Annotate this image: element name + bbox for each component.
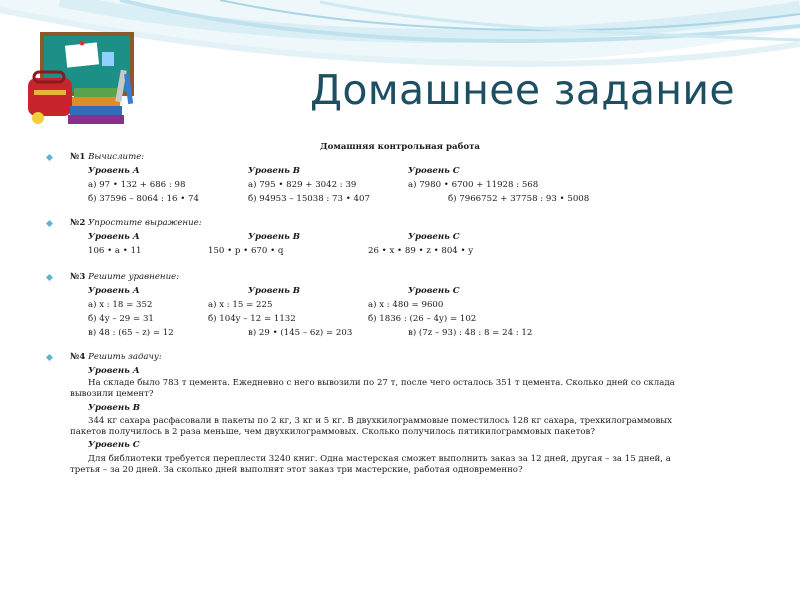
exercise-item: а) x : 480 = 9600 (368, 300, 444, 310)
task-1-number: №1 (70, 152, 86, 162)
problem-text: На складе было 783 т цемента. Ежедневно с него вывозили по 27 т, после чего осталось 351 т цемента. Сколько дней со склада (88, 378, 675, 388)
level-label: Уровень В (248, 166, 301, 176)
problem-text: 344 кг сахара расфасовали в пакеты по 2 кг, 3 кг и 5 кг. В двухкилограммовые поместилось 128 кг сахара, трехкилограммовых (88, 416, 672, 426)
level-label: Уровень А (88, 366, 140, 376)
task-1-instruction: Вычислите: (88, 152, 145, 162)
problem-text: Для библиотеки требуется переплести 3240 книг. Одна мастерская сможет выполнить заказ за 12 дней, другая – за 15 дней, а (88, 454, 671, 464)
level-label: Уровень С (408, 286, 460, 296)
worksheet-heading: Домашняя контрольная работа (320, 142, 480, 152)
school-supplies-clipart (26, 26, 138, 128)
exercise-item: 106 • a • 11 (88, 246, 142, 256)
problem-text: вывозили цемент? (70, 389, 154, 399)
problem-text: пакетов получилось в 2 раза меньше, чем двухкилограммовых. Сколько получилось пятикилограммовых пакетов? (70, 427, 595, 437)
exercise-item: б) 94953 – 15038 : 73 • 407 (248, 194, 370, 204)
task-3-instruction: Решите уравнение: (88, 272, 180, 282)
bullet-icon (46, 220, 53, 227)
task-4-header (70, 352, 162, 363)
exercise-item: в) 48 : (65 – z) = 12 (88, 328, 174, 338)
level-label: Уровень А (88, 232, 140, 242)
exercise-item: б) 104y – 12 = 1132 (208, 314, 296, 324)
level-label: Уровень С (408, 166, 460, 176)
task-2-number: №2 (70, 218, 86, 228)
bullet-icon (46, 354, 53, 361)
problem-text: третья – за 20 дней. За сколько дней выполнят этот заказ три мастерские, работая одновременно? (70, 465, 523, 475)
level-label: Уровень В (88, 403, 141, 413)
bullet-icon (46, 154, 53, 161)
exercise-item: а) x : 18 = 352 (88, 300, 153, 310)
task-4-instruction: Решить задачу: (88, 352, 162, 362)
level-label: Уровень А (88, 286, 140, 296)
level-label: Уровень В (248, 286, 301, 296)
bullet-icon (46, 274, 53, 281)
exercise-item: а) 7980 • 6700 + 11928 : 568 (408, 180, 539, 190)
level-label: Уровень А (88, 166, 140, 176)
level-label: Уровень С (88, 440, 140, 450)
exercise-item: б) 7966752 + 37758 : 93 • 5008 (448, 194, 590, 204)
task-4-number: №4 (70, 352, 86, 362)
task-3-header (70, 272, 179, 283)
level-label: Уровень С (408, 232, 460, 242)
exercise-item: б) 37596 – 8064 : 16 • 74 (88, 194, 199, 204)
exercise-item: 150 • p • 670 • q (208, 246, 284, 256)
task-2-instruction: Упростите выражение: (88, 218, 202, 228)
exercise-item: а) 97 • 132 + 686 : 98 (88, 180, 186, 190)
exercise-item: а) 795 • 829 + 3042 : 39 (248, 180, 357, 190)
level-label: Уровень В (248, 232, 301, 242)
exercise-item: в) (7z – 93) : 48 : 8 = 24 : 12 (408, 328, 533, 338)
exercise-item: в) 29 • (145 – 6z) = 203 (248, 328, 353, 338)
task-2-header (70, 218, 202, 229)
exercise-item: а) x : 15 = 225 (208, 300, 273, 310)
exercise-item: 26 • x • 89 • z • 804 • y (368, 246, 474, 256)
slide-title: Домашнее задание (310, 66, 735, 114)
task-1-header (70, 152, 144, 163)
exercise-item: б) 1836 : (26 – 4y) = 102 (368, 314, 477, 324)
task-3-number: №3 (70, 272, 86, 282)
exercise-item: б) 4y – 29 = 31 (88, 314, 154, 324)
